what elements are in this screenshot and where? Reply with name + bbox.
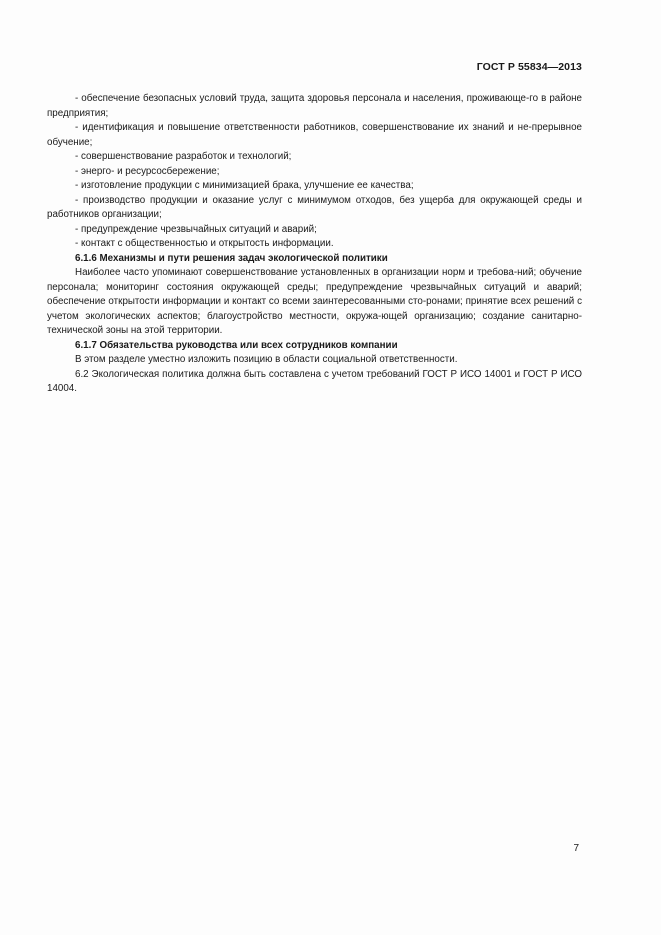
bullet-waste-minimization: - производство продукции и оказание услуг с минимумом отходов, без ущерба для окружающей среды и работников организации; — [47, 194, 582, 220]
bullet-safe-working-conditions: - обеспечение безопасных условий труда, защита здоровья персонала и населения, проживающе-го в районе предприятия; — [47, 93, 582, 119]
section-text-6-1-7: В этом разделе уместно изложить позицию в области социальной ответственности. — [75, 354, 458, 365]
bullet-public-contact: - контакт с общественностью и открытость информации. — [75, 238, 334, 249]
document-standard-id: ГОСТ Р 55834—2013 — [476, 61, 582, 73]
section-text-6-1-6: Наиболее часто упоминают совершенствование установленных в организации норм и требова-ний; обучение персонала; мониторинг состояния окружающей среды; предупреждение чрезвычайных ситуаций и аварий; обеспечение открытости информации и контакт со всеми заинтересованными сто-ронами; принятие всех решений с учетом экологических аспектов; благоустройство местности, окружа-ющей организацию; создание санитарно-технической зоны на этой территории. — [47, 267, 582, 336]
bullet-employee-responsibility: - идентификация и повышение ответственности работников, совершенствование их знаний и не-прерывное обучение; — [47, 122, 582, 148]
page-number: 7 — [573, 843, 579, 854]
section-text-6-2: 6.2 Экологическая политика должна быть составлена с учетом требований ГОСТ Р ИСО 14001 и ГОСТ Р ИСО 14004. — [47, 368, 582, 394]
section-heading-6-1-7: 6.1.7 Обязательства руководства или всех сотрудников компании — [75, 339, 398, 351]
section-heading-6-1-6: 6.1.6 Механизмы и пути решения задач экологической политики — [75, 252, 388, 264]
bullet-technology-improvement: - совершенствование разработок и технологий; — [75, 151, 292, 162]
document-body — [47, 92, 582, 397]
bullet-emergency-prevention: - предупреждение чрезвычайных ситуаций и аварий; — [75, 223, 317, 235]
bullet-energy-saving: - энерго- и ресурсосбережение; — [75, 165, 220, 177]
bullet-product-quality: - изготовление продукции с минимизацией брака, улучшение ее качества; — [75, 180, 414, 191]
